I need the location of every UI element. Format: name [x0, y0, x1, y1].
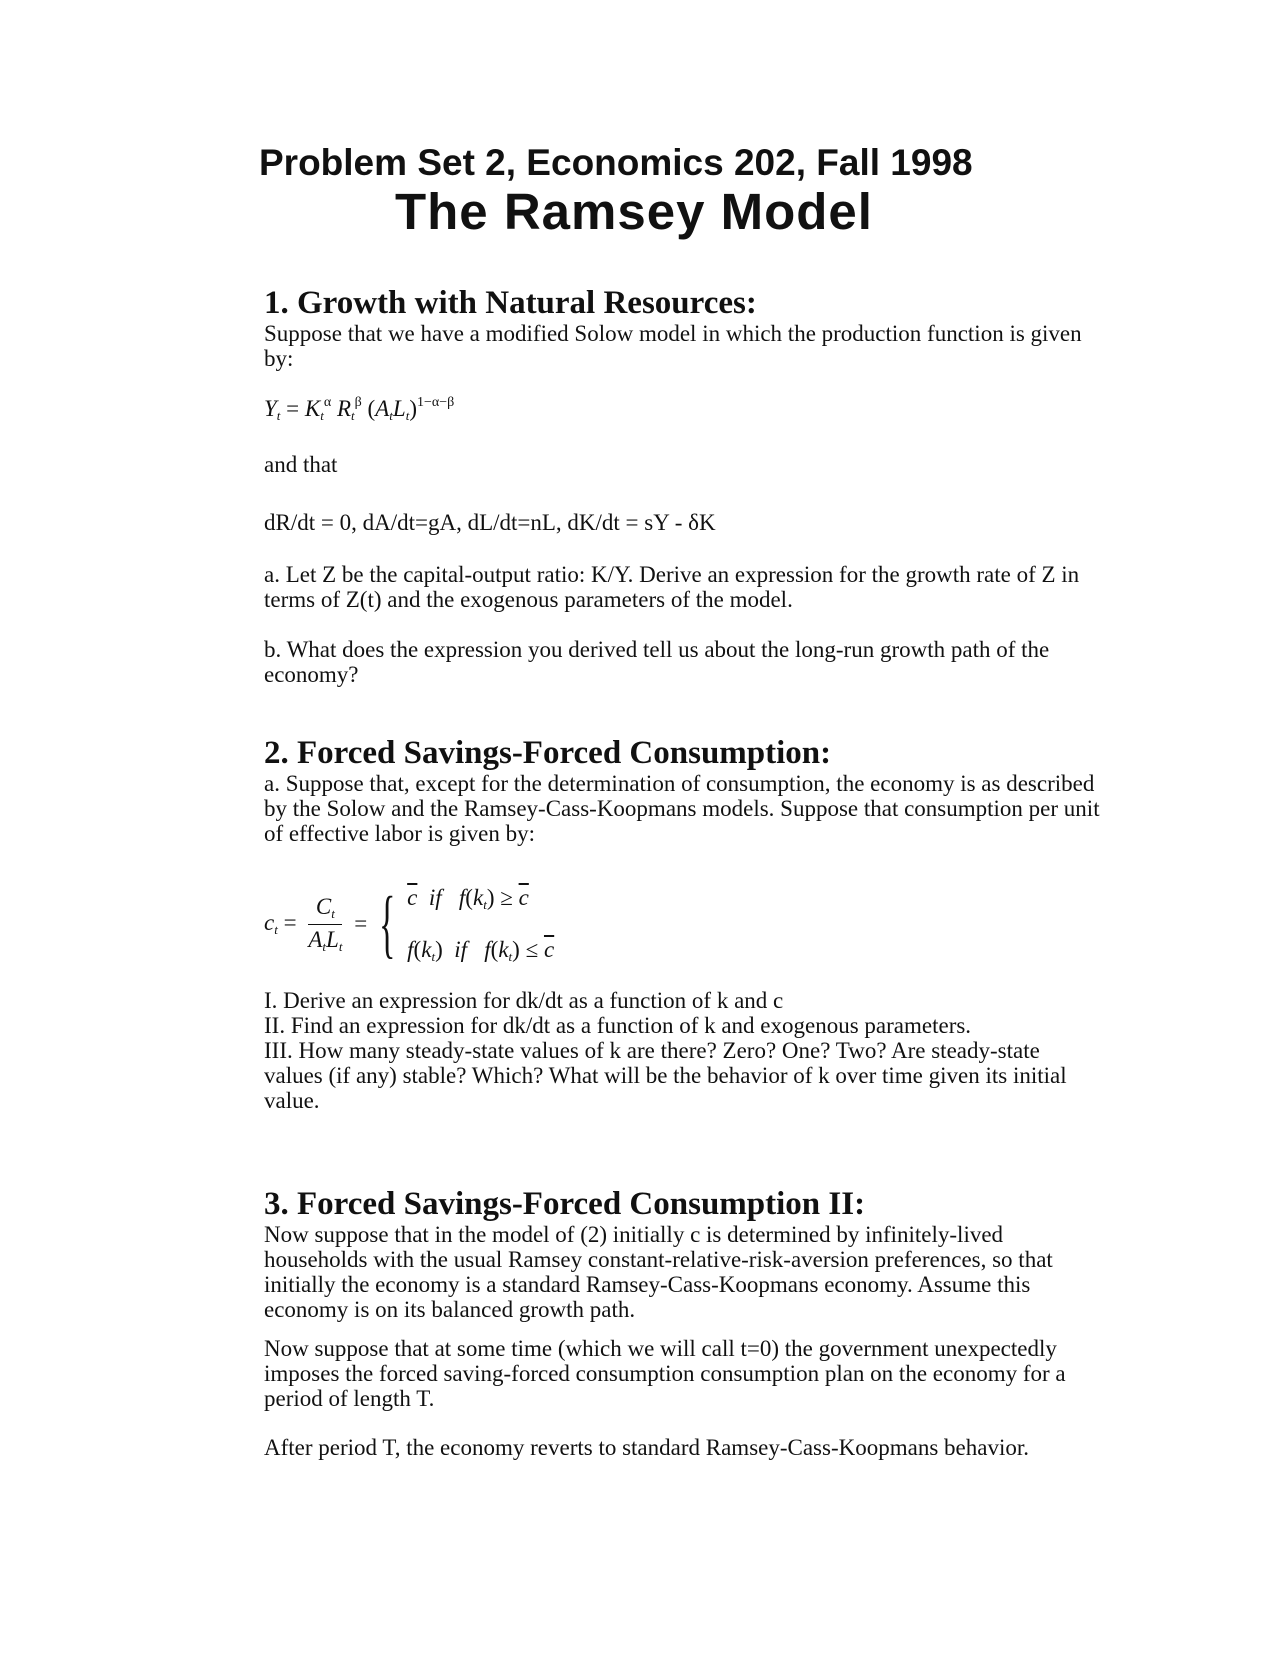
section-3-part-2	[264, 1336, 1104, 1411]
section-3-paragraph-2: Now suppose that at some time (which we will call t=0) the government unexpectedly imposes the forced saving-forced consumption consumption plan on the economy for a period of length T.	[264, 1336, 1066, 1411]
section-3-paragraph-1: Now suppose that in the model of (2) initially c is determined by infinitely-lived households with the usual Ramsey constant-relative-risk-aversion preferences, so that initially the economy is a standard Ramsey-Cass-Koopmans economy. Assume this economy is on its balanced growth path.	[264, 1222, 1053, 1322]
production-function-equation: $Y_t = K_t^\alpha$ $R_t^\beta$ $(A_tL_t)^{1-\alpha-\beta}$	[264, 395, 455, 423]
section-1-part-b	[264, 637, 1104, 687]
section-2	[264, 735, 1104, 846]
question-3: III. How many steady-state values of k are there? Zero? One? Two? Are steady-state values (if any) stable? Which? What will be the behavior of k over time given its initial value.	[264, 1038, 1067, 1113]
section-1-intro: Suppose that we have a modified Solow model in which the production function is given by:	[264, 321, 1082, 371]
consumption-cases: $\overline{c}$ if $f(k_t) \ge \overline{c}$ $f(k_t)$ if $f(k_t) \le \overline{c}$	[407, 885, 555, 964]
section-3	[264, 1186, 1104, 1322]
question-1: I. Derive an expression for dk/dt as a function of k and c	[264, 988, 784, 1013]
part-a-text: a. Let Z be the capital-output ratio: K/Y. Derive an expression for the growth rate of Z in terms of Z(t) and the exogenous parameters of the model.	[264, 562, 1080, 612]
section-1-part-a	[264, 562, 1104, 612]
section-2-heading: 2. Forced Savings-Forced Consumption:	[264, 735, 832, 771]
section-2-questions	[264, 988, 1104, 1113]
part-b-text: b. What does the expression you derived tell us about the long-run growth path of the economy?	[264, 637, 1050, 687]
and-that-text: and that	[264, 452, 338, 477]
problem-set-title: Problem Set 2, Economics 202, Fall 1998	[259, 142, 973, 183]
section-1-heading: 1. Growth with Natural Resources:	[264, 285, 757, 321]
section-3-part-3	[264, 1435, 1164, 1460]
dynamics-equations: dR/dt = 0, dA/dt=gA, dL/dt=nL, dK/dt = sY - δK	[264, 510, 716, 535]
consumption-fraction: $\frac{C_t}{A_tL_t}$	[308, 893, 343, 954]
consumption-equation: $c_t$ = $\frac{C_t}{A_tL_t}$ = { $\overline{c}$ if $f(k_t) \ge \overline{c}$ $f(k_t)$ if $f(k_t) \le \overline{c}$	[264, 872, 554, 976]
section-3-paragraph-3: After period T, the economy reverts to standard Ramsey-Cass-Koopmans behavior.	[264, 1435, 1029, 1460]
section-2-intro: a. Suppose that, except for the determination of consumption, the economy is as described by the Solow and the Ramsey-Cass-Koopmans models. Suppose that consumption per unit of effective labor is given by:	[264, 771, 1100, 846]
section-3-heading: 3. Forced Savings-Forced Consumption II:	[264, 1186, 866, 1222]
question-2: II. Find an expression for dk/dt as a function of k and exogenous parameters.	[264, 1013, 972, 1038]
section-1	[264, 285, 1104, 371]
model-title: The Ramsey Model	[395, 183, 873, 240]
